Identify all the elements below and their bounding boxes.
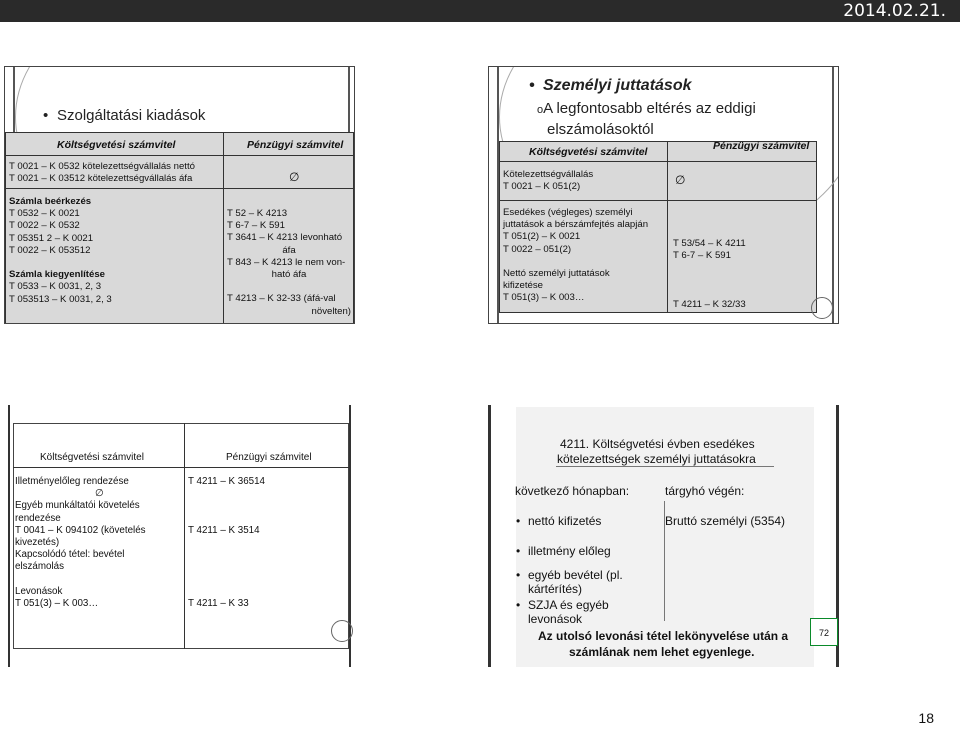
slide4-col-right: tárgyhó végén: <box>665 484 745 498</box>
slide2-row2-left: Esedékes (végleges) személyi juttatások a bérszámfejtés alapján T 051(2) – K 0021 T 0022 – 051(2) Nettó személyi juttatások kifizetése T 051(3) – K 003… <box>503 207 649 304</box>
slide3-right-b: T 4211 – K 3514 <box>188 525 260 536</box>
slide2-title: • Személyi juttatások <box>529 77 692 94</box>
slide2-row2-right-a: T 53/54 – K 4211 T 6-7 – K 591 <box>673 238 746 262</box>
slide2-col-right-header: Pénzügyi számvitel <box>713 140 810 152</box>
slide2-col-left-header: Költségvetési számvitel <box>529 146 648 158</box>
slide1-title: • Szolgáltatási kiadások <box>43 107 206 124</box>
slide2-subtitle: oA legfontosabb eltérés az eddigi elszámolásoktól <box>537 100 756 138</box>
slide4-bullet-netto: • nettó kifizetés <box>528 514 601 528</box>
slide4-title-line1: 4211. Költségvetési évben esedékes <box>560 437 755 451</box>
slide4-title-line2: kötelezettségek személyi juttatásokra <box>557 452 756 466</box>
slide-szemelyi-juttatasok <box>488 66 839 324</box>
slide1-empty-set-icon: ∅ <box>289 170 300 184</box>
date-label: 2014.02.21. <box>843 1 946 21</box>
slide2-row2-right-b: T 4211 – K 32/33 <box>673 299 746 310</box>
slide4-page-badge: 72 <box>810 618 838 646</box>
slide2-empty-set-icon: ∅ <box>675 173 686 187</box>
slide4-footer-line1: Az utolsó levonási tétel lekönyvelése után a <box>538 629 789 643</box>
slide1-row2-right: T 52 – K 4213 T 6-7 – K 591 T 3641 – K 4213 levonható áfa T 843 – K 4213 le nem von- ható áfa T 4213 – K 32-33 (áfá-val növelten) <box>227 208 351 317</box>
slide3-right-a: T 4211 – K 36514 <box>188 476 265 487</box>
slide-szolgaltatasi-kiadasok <box>4 66 355 324</box>
slide3-col-right-header: Pénzügyi számvitel <box>226 452 312 463</box>
slide4-brutto: Bruttó személyi (5354) <box>665 514 786 528</box>
slide1-row1-left: T 0021 – K 0532 kötelezettségvállalás nettó T 0021 – K 03512 kötelezettségvállalás áfa <box>9 161 195 185</box>
slide3-col-left-header: Költségvetési számvitel <box>40 452 144 463</box>
slide-illetmenyeloleg <box>4 405 355 667</box>
page-number: 18 <box>918 710 934 726</box>
slide4-footer-line2: számlának nem lehet egyenlege. <box>569 645 755 659</box>
slide1-col-right-header: Pénzügyi számvitel <box>247 139 344 151</box>
slide3-right-c: T 4211 – K 33 <box>188 598 249 609</box>
slide2-row1-left: Kötelezettségvállalás T 0021 – K 051(2) <box>503 169 594 193</box>
slide4-col-left: következő hónapban: <box>515 484 630 498</box>
slide1-row2-left: Számla beérkezés T 0532 – K 0021 T 0022 – K 0532 T 05351 2 – K 0021 T 0022 – K 053512 Számla kiegyenlítése T 0533 – K 0031, 2, 3 T 053513 – K 0031, 2, 3 <box>9 196 112 305</box>
slide4-bullet-szja: • SZJA és egyéb levonások <box>528 598 609 626</box>
slide-4211-kotelezettsegek <box>488 405 839 667</box>
slide3-left-content: Illetményelőleg rendezése ∅ Egyéb munkáltatói követelés rendezése T 0041 – K 094102 (követelés kivezetés) Kapcsolódó tétel: bevétel elszámolás Levonások T 051(3) – K 003… <box>15 476 146 610</box>
slide4-bullet-eloleg: • illetmény előleg <box>528 544 611 558</box>
date-header-bar <box>0 0 960 22</box>
slide4-bullet-egyeb: • egyéb bevétel (pl. kártérítés) <box>528 568 623 596</box>
slide1-col-left-header: Költségvetési számvitel <box>57 139 176 151</box>
